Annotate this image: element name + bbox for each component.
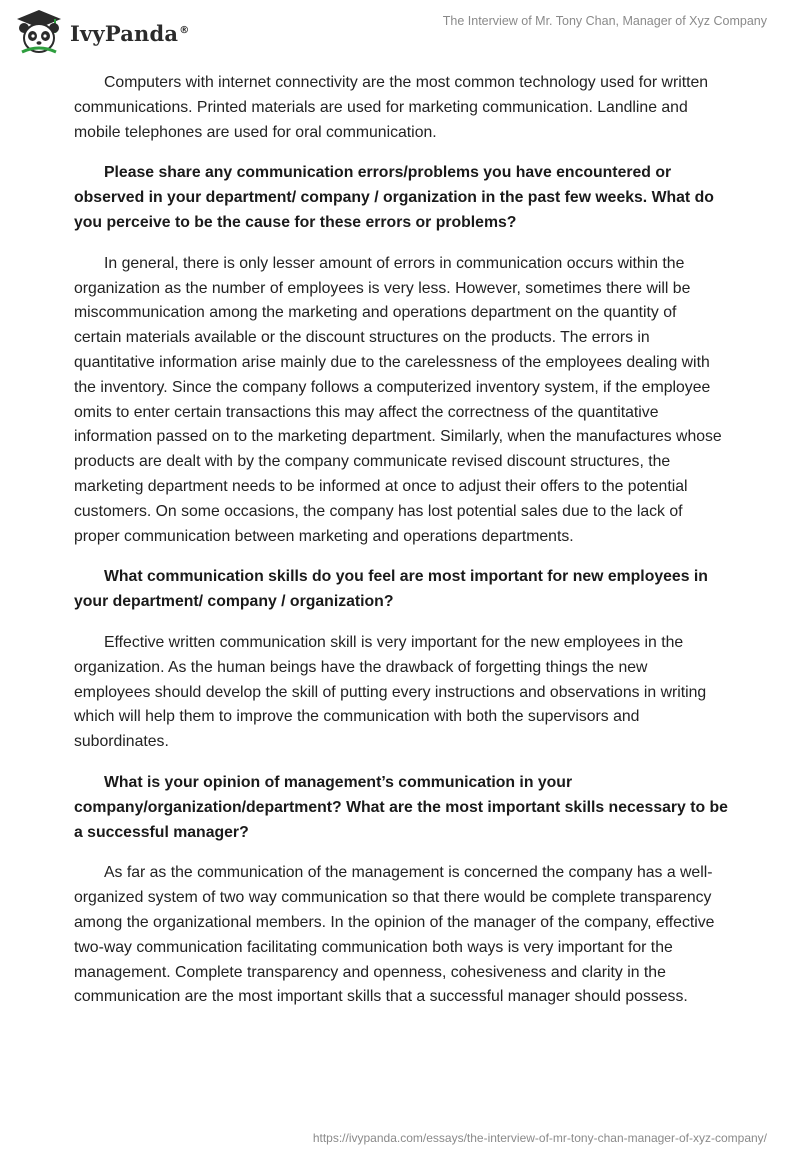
brand-logo[interactable] (14, 8, 189, 56)
page-header (0, 0, 800, 64)
essay-body (74, 71, 728, 1026)
question-paragraph: Please share any communication errors/problems you have encountered or observed in your department/ company / organization in the past few weeks. What do you perceive to be the cause for these errors or problems? (74, 164, 714, 231)
answer-paragraph: Computers with internet connectivity are the most common technology used for written communications. Printed materials are used for marketing communication. Landline and mobile telephones are used for oral communication. (74, 74, 709, 141)
source-url-link[interactable]: https://ivypanda.com/essays/the-interview-of-mr-tony-chan-manager-of-xyz-company/ (312, 1131, 767, 1145)
question-paragraph: What communication skills do you feel are most important for new employees in your department/ company / organization? (74, 568, 708, 611)
answer-paragraph: In general, there is only lesser amount of errors in communication occurs within the organization as the number of employees is very less. However, sometimes there will be miscommunication among the marketing and operations department on the quantity of certain materials available or the discount structures on the products. The errors in quantitative information arise mainly due to the carelessness of the employees dealing with the inventory. Since the company follows a computerized inventory system, if the employee omits to enter certain transactions this may affect the correctness of the quantitative information passed on to the marketing department. Similarly, when the manufactures whose products are dealt with by the company communicate revised discount structures, the marketing department needs to be informed at once to adjust their offers to the potential customers. On some occasions, the company has lost potential sales due to the lack of proper communication between marketing and operations departments. (74, 254, 722, 545)
registered-mark: ® (179, 24, 190, 36)
document-title: The Interview of Mr. Tony Chan, Manager of Xyz Company (442, 14, 767, 28)
panda-graduate-logo-icon (14, 8, 64, 56)
answer-paragraph: Effective written communication skill is very important for the new employees in the organization. As the human beings have the drawback of forgetting things the new employees should develop the skill of putting every instructions and observations in writing which will help them to improve the communication with both the supervisors and subordinates. (74, 633, 707, 751)
brand-name: IvyPanda® (70, 20, 190, 46)
answer-paragraph: As far as the communication of the management is concerned the company has a well-organized system of two way communication so that there would be complete transparency among the organizational members. In the opinion of the manager of the company, effective two-way communication facilitating communication both ways is very important for the management. Complete transparency and openness, cohesiveness and clarity in the communication are the most important skills that a successful manager should possess. (74, 864, 715, 1006)
question-paragraph: What is your opinion of management’s communication in your company/organization/department? What are the most important skills necessary to be a successful manager? (74, 773, 728, 841)
